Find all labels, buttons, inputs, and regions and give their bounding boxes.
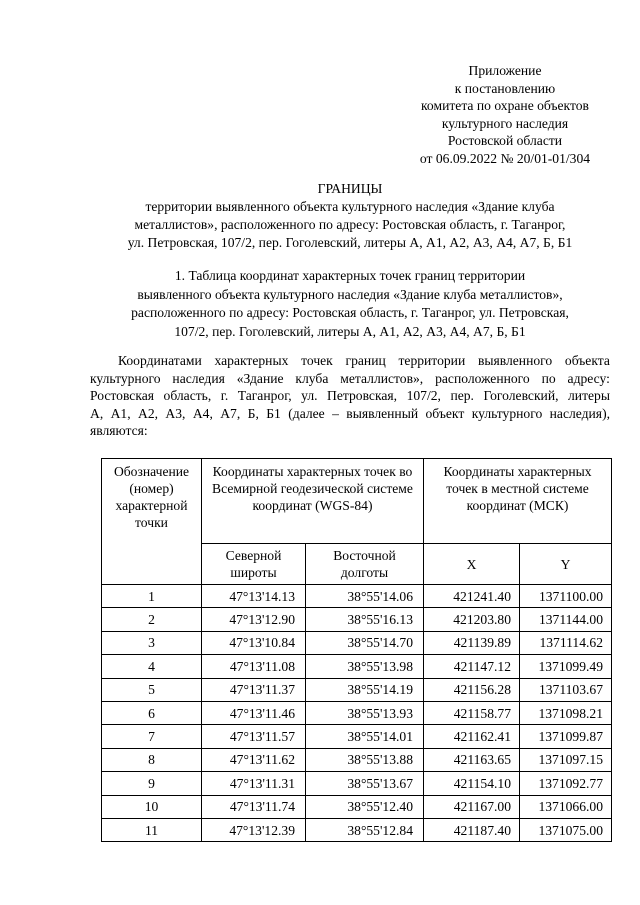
y-coordinate-cell: 1371099.87: [520, 725, 612, 748]
header-y: Y: [520, 544, 612, 585]
y-coordinate-cell: 1371098.21: [520, 701, 612, 724]
y-coordinate-cell: 1371097.15: [520, 748, 612, 771]
paragraph-line: Координатами характерных точек границ территории выявленного объекта: [118, 353, 610, 368]
table-row: [102, 608, 612, 631]
paragraph-line: являются:: [90, 423, 148, 438]
latitude-cell: 47°13'11.37: [202, 678, 306, 701]
latitude-cell: 47°13'11.08: [202, 655, 306, 678]
point-number-cell: 4: [102, 655, 202, 678]
x-coordinate-cell: 421241.40: [424, 585, 520, 608]
point-number-cell: 2: [102, 608, 202, 631]
latitude-cell: 47°13'11.74: [202, 795, 306, 818]
appendix-line: к постановлению: [454, 80, 556, 96]
point-number-cell: 5: [102, 678, 202, 701]
point-number-cell: 9: [102, 772, 202, 795]
latitude-cell: 47°13'11.57: [202, 725, 306, 748]
y-coordinate-cell: 1371099.49: [520, 655, 612, 678]
longitude-cell: 38°55'14.19: [306, 678, 424, 701]
y-coordinate-cell: 1371103.67: [520, 678, 612, 701]
y-coordinate-cell: 1371100.00: [520, 585, 612, 608]
y-coordinate-cell: 1371144.00: [520, 608, 612, 631]
longitude-cell: 38°55'14.70: [306, 631, 424, 654]
latitude-cell: 47°13'11.46: [202, 701, 306, 724]
header-x: X: [424, 544, 520, 585]
point-number-cell: 11: [102, 818, 202, 841]
header-lon: Восточной долготы: [306, 544, 424, 585]
paragraph-line: Ростовская область, г. Таганрог, ул. Петровская, 107/2, пер. Гоголевский, литеры: [90, 388, 610, 403]
table-header-row: [102, 459, 612, 544]
longitude-cell: 38°55'13.67: [306, 772, 424, 795]
body-paragraph: [90, 352, 610, 440]
y-coordinate-cell: 1371114.62: [520, 631, 612, 654]
caption-line: выявленного объекта культурного наследия «Здание клуба металлистов»,: [137, 286, 563, 302]
table-row: [102, 818, 612, 841]
header-msk: Координаты характерных точек в местной системе координат (МСК): [424, 459, 612, 544]
y-coordinate-cell: 1371075.00: [520, 818, 612, 841]
x-coordinate-cell: 421203.80: [424, 608, 520, 631]
point-number-cell: 6: [102, 701, 202, 724]
appendix-line: Приложение: [468, 63, 542, 78]
table-row: [102, 631, 612, 654]
longitude-cell: 38°55'14.01: [306, 725, 424, 748]
table-caption: [60, 267, 640, 341]
header-wgs: Координаты характерных точек во Всемирной геодезической системе координат (WGS-84): [202, 459, 424, 544]
title-line: ул. Петровская, 107/2, пер. Гоголевский, литеры А, А1, А2, А3, А4, А7, Б, Б1: [127, 235, 573, 250]
appendix-block: [380, 62, 630, 167]
header-point: Обозначение (номер) характерной точки: [102, 459, 202, 585]
point-number-cell: 8: [102, 748, 202, 771]
table-row: [102, 795, 612, 818]
x-coordinate-cell: 421158.77: [424, 701, 520, 724]
caption-line: 1. Таблица координат характерных точек границ территории: [174, 268, 526, 283]
table-row: [102, 725, 612, 748]
header-lat: Северной широты: [202, 544, 306, 585]
x-coordinate-cell: 421154.10: [424, 772, 520, 795]
title-line: территории выявленного объекта культурного наследия «Здание клуба: [145, 199, 555, 214]
longitude-cell: 38°55'12.84: [306, 818, 424, 841]
caption-line: расположенного по адресу: Ростовская область, г. Таганрог, ул. Петровская,: [131, 305, 569, 320]
y-coordinate-cell: 1371092.77: [520, 772, 612, 795]
longitude-cell: 38°55'12.40: [306, 795, 424, 818]
x-coordinate-cell: 421162.41: [424, 725, 520, 748]
title-block: [60, 180, 640, 252]
table-row: [102, 655, 612, 678]
latitude-cell: 47°13'11.31: [202, 772, 306, 795]
table-row: [102, 748, 612, 771]
table-row: [102, 678, 612, 701]
caption-line: 107/2, пер. Гоголевский, литеры А, А1, А2, А3, А4, А7, Б, Б1: [174, 323, 526, 339]
paragraph-line: А, А1, А2, А3, А4, А7, Б, Б1 (далее – выявленный объект культурного наследия),: [90, 405, 610, 421]
longitude-cell: 38°55'13.98: [306, 655, 424, 678]
latitude-cell: 47°13'10.84: [202, 631, 306, 654]
x-coordinate-cell: 421167.00: [424, 795, 520, 818]
appendix-line: культурного наследия: [441, 115, 569, 131]
table-row: [102, 772, 612, 795]
longitude-cell: 38°55'13.93: [306, 701, 424, 724]
longitude-cell: 38°55'16.13: [306, 608, 424, 631]
appendix-line: Ростовской области: [447, 133, 563, 148]
longitude-cell: 38°55'14.06: [306, 585, 424, 608]
appendix-line: комитета по охране объектов: [421, 98, 589, 113]
coordinates-table: [101, 458, 612, 842]
latitude-cell: 47°13'11.62: [202, 748, 306, 771]
title-line: металлистов», расположенного по адресу: Ростовская область, г. Таганрог,: [134, 217, 566, 232]
paragraph-line: культурного наследия «Здание клуба металлистов», расположенного по адресу:: [90, 370, 610, 386]
x-coordinate-cell: 421163.65: [424, 748, 520, 771]
latitude-cell: 47°13'14.13: [202, 585, 306, 608]
point-number-cell: 3: [102, 631, 202, 654]
point-number-cell: 1: [102, 585, 202, 608]
x-coordinate-cell: 421187.40: [424, 818, 520, 841]
x-coordinate-cell: 421139.89: [424, 631, 520, 654]
y-coordinate-cell: 1371066.00: [520, 795, 612, 818]
title-heading: ГРАНИЦЫ: [317, 181, 383, 196]
x-coordinate-cell: 421147.12: [424, 655, 520, 678]
latitude-cell: 47°13'12.39: [202, 818, 306, 841]
point-number-cell: 10: [102, 795, 202, 818]
table-row: [102, 585, 612, 608]
latitude-cell: 47°13'12.90: [202, 608, 306, 631]
point-number-cell: 7: [102, 725, 202, 748]
table-row: [102, 701, 612, 724]
appendix-line: от 06.09.2022 № 20/01-01/304: [419, 150, 591, 166]
longitude-cell: 38°55'13.88: [306, 748, 424, 771]
x-coordinate-cell: 421156.28: [424, 678, 520, 701]
